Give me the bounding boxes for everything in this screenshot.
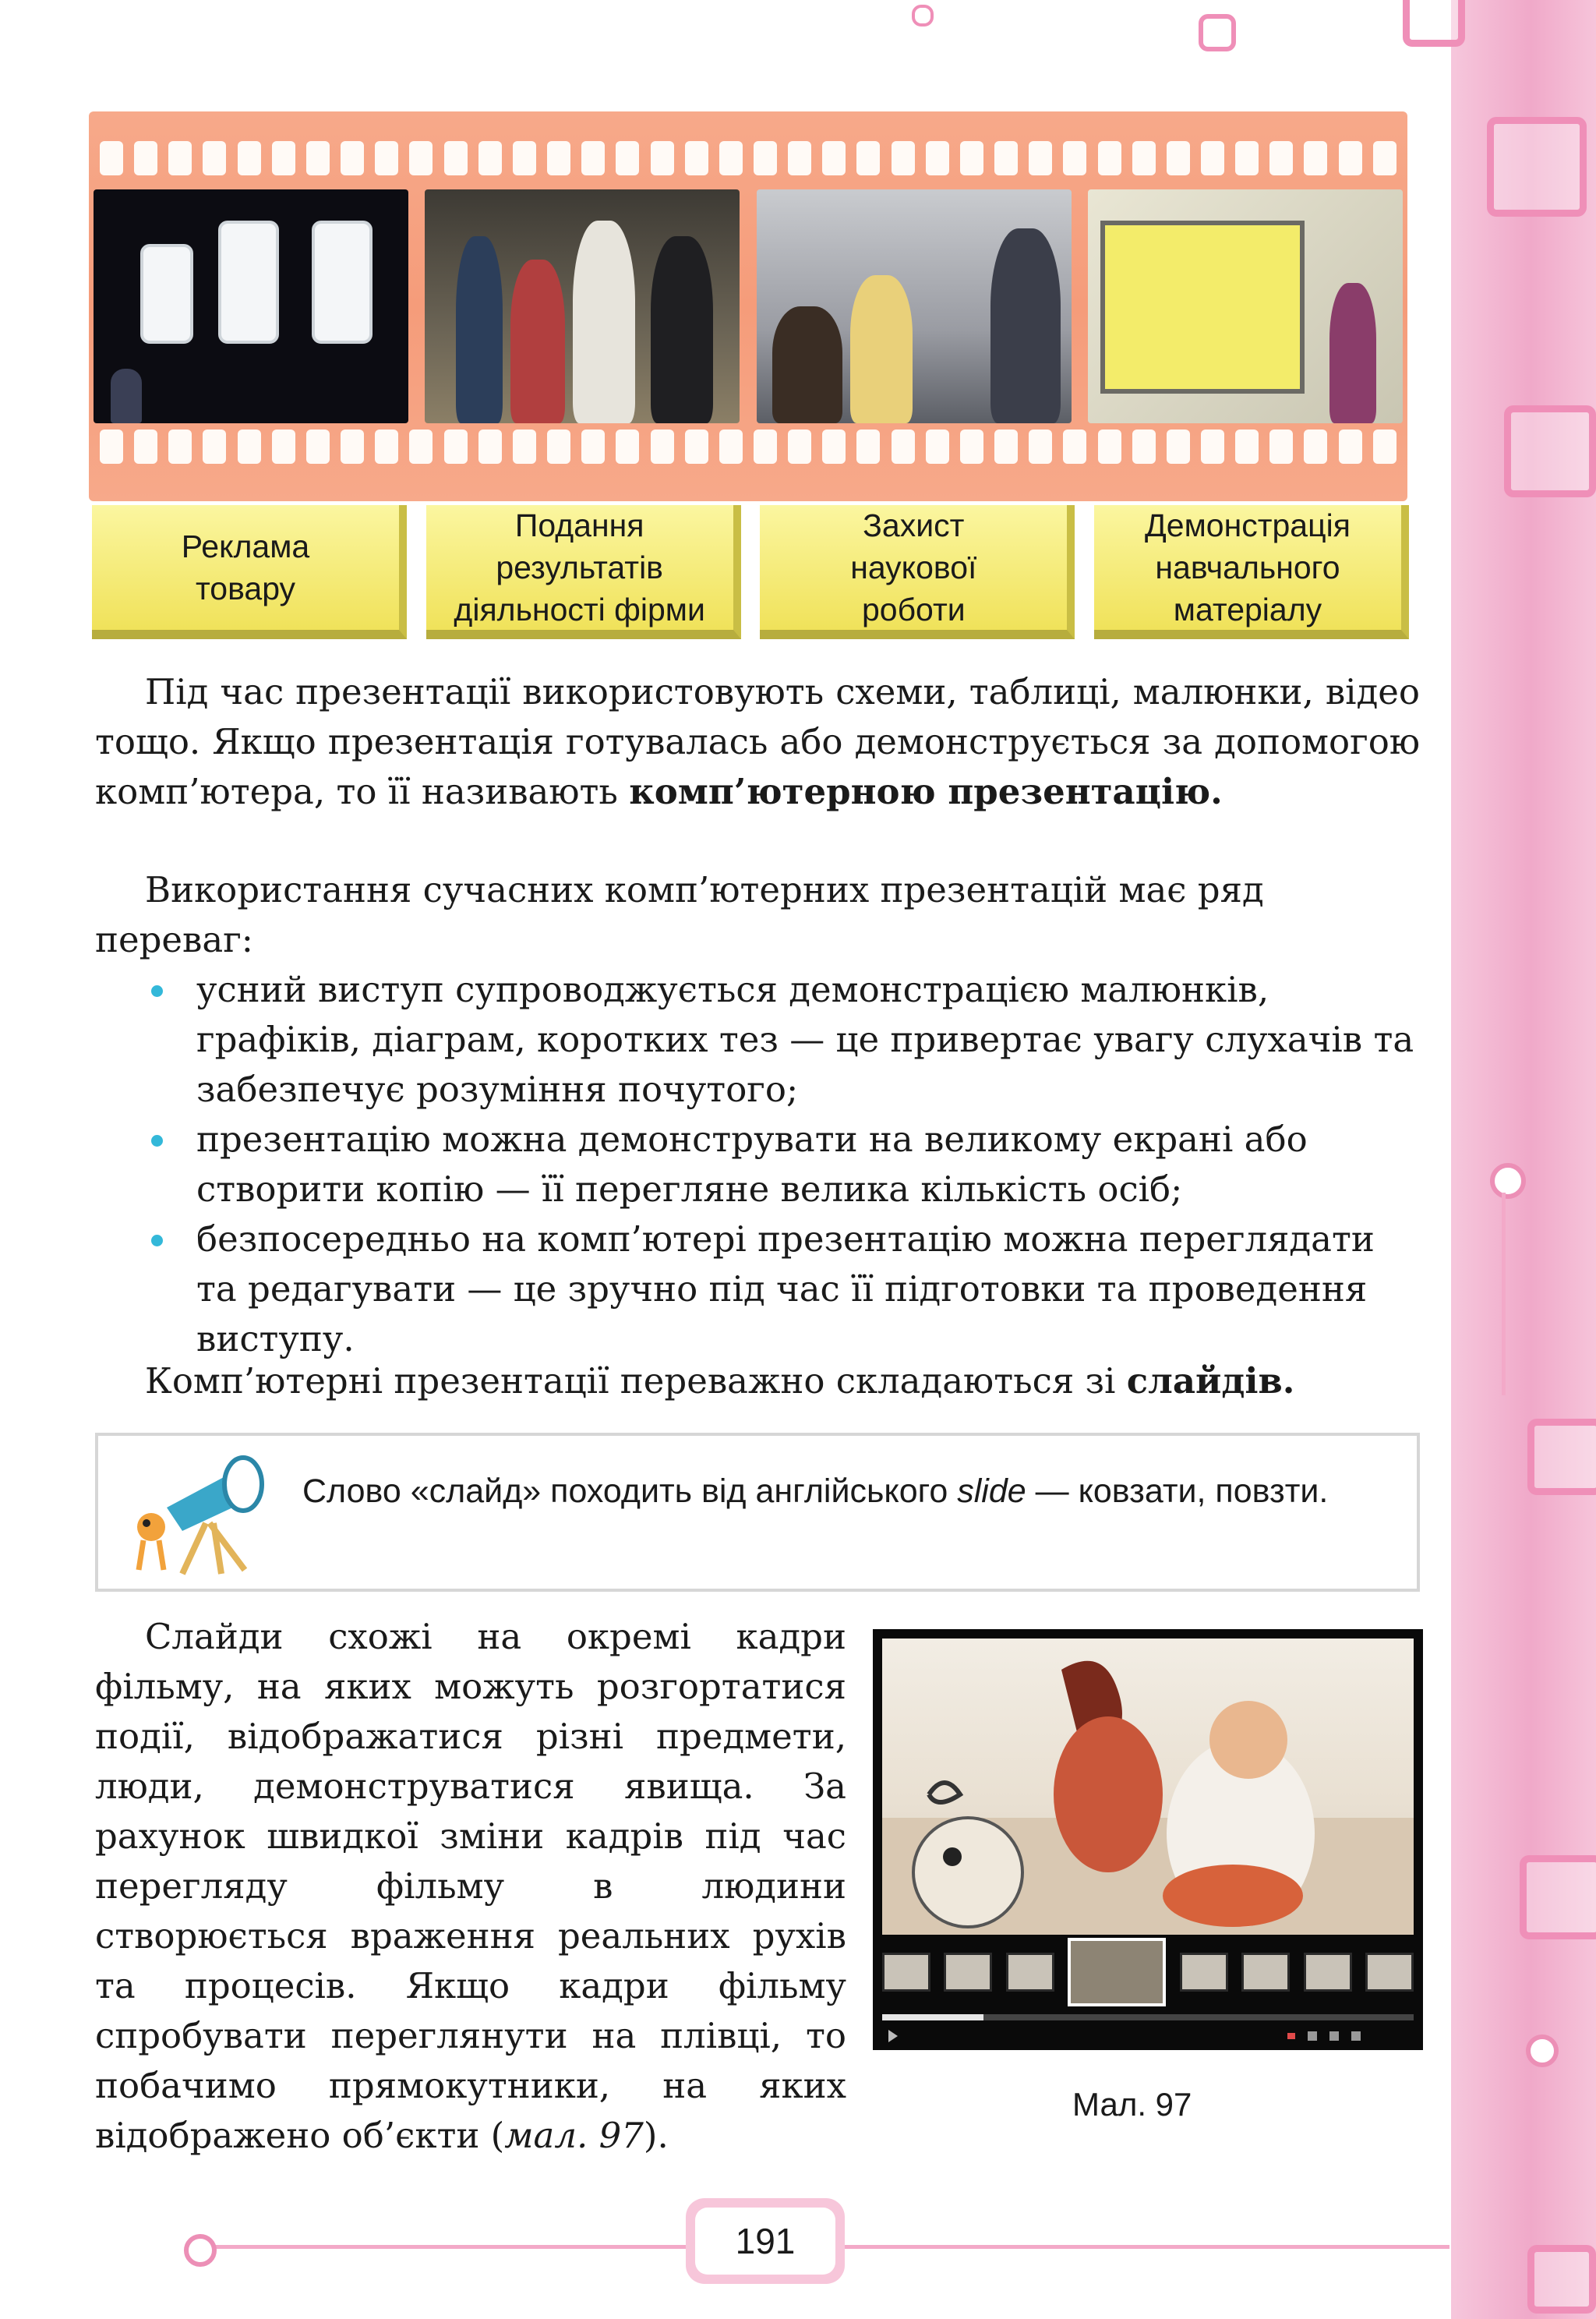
frame-thumbnail[interactable] [1241, 1953, 1290, 1992]
frame-thumbnail[interactable] [882, 1953, 930, 1992]
bullet-icon [151, 1135, 163, 1147]
photo-teaching-demonstration [1088, 189, 1403, 423]
record-icon[interactable] [1287, 2033, 1295, 2039]
term-slides: слайдів. [1126, 1360, 1295, 1402]
figure-97-video-frames [873, 1629, 1423, 2050]
caption-box [1094, 505, 1409, 639]
word-slide: slide [957, 1472, 1026, 1510]
cartoon-illustration [882, 1639, 1414, 1935]
page-number-badge [686, 2198, 845, 2284]
figure-caption: Мал. 97 [1072, 2086, 1192, 2123]
frame-thumbnail[interactable] [1180, 1953, 1228, 1992]
decorative-line [203, 2245, 686, 2249]
decorative-circle [1490, 1163, 1526, 1199]
photo-company-results [425, 189, 740, 423]
decorative-line [1502, 1193, 1506, 1395]
caption-box [760, 505, 1075, 639]
decorative-square [1403, 0, 1465, 47]
advantages-list [145, 965, 1423, 1364]
decorative-circle [1526, 2034, 1559, 2067]
caption-box [426, 505, 741, 639]
frame-thumbnail[interactable] [944, 1953, 992, 1992]
frame-thumbnails [882, 1941, 1414, 2003]
photo-product-advertising [94, 189, 408, 423]
photo-research-defense [757, 189, 1072, 423]
caption-teaching-demonstration: Демонстрація навчального матеріалу [1145, 507, 1351, 627]
decorative-line [845, 2245, 1449, 2249]
frame-thumbnail[interactable] [1006, 1953, 1054, 1992]
note-box [95, 1433, 1420, 1592]
figure-reference: мал. 97 [504, 2115, 644, 2156]
decorative-square [1520, 1855, 1596, 1939]
decorative-square [912, 5, 934, 27]
video-progress-bar[interactable] [882, 2014, 1414, 2020]
decorative-square [1487, 117, 1587, 217]
page-number: 191 [695, 2208, 835, 2275]
note-text: Слово «слайд» походить від англійського slide — ковзати, повзти. [302, 1472, 1329, 1510]
telescope-icon [120, 1453, 276, 1578]
paragraph-presentation-definition: Під час презентації використовують схеми, таблиці, малюнки, відео тощо. Якщо презентація готувалась або демонструється за допомогою комп’ютера, то її називають комп’ютерною презентацію. [95, 671, 1420, 812]
list-item: презентацію можна демонструвати на великому екрані або створити копію — її перегляне велика кількість осіб; [145, 1115, 1423, 1214]
caption-company-results: Подання результатів діяльності фірми [454, 507, 705, 627]
volume-icon[interactable] [1308, 2031, 1317, 2041]
decorative-square [1199, 14, 1236, 51]
decorative-circle [184, 2234, 217, 2267]
paragraph-slides: Комп’ютерні презентації переважно складаються зі слайдів. [145, 1360, 1295, 1402]
frame-thumbnail[interactable] [1304, 1953, 1352, 1992]
bullet-icon [151, 1235, 163, 1246]
paragraph-film-frames: Слайди схожі на окремі кадри фільму, на яких можуть розгортатися події, відображатися різні предмети, люди, демонструватися явища. За рахунок швидкої зміни кадрів під час перегляду фільму в людини створюється враження реальних рухів та процесів. Якщо кадри фільму спробувати переглянути на плівці, то побачимо прямокутники, на яких відображено об’єкти (мал. 97). [95, 1616, 846, 2156]
decorative-square [1504, 405, 1596, 497]
caption-box [92, 505, 407, 639]
paragraph-advantages-intro: Використання сучасних комп’ютерних презентацій має ряд переваг: [95, 869, 1264, 960]
video-progress-fill [882, 2014, 983, 2020]
decorative-square [1527, 1419, 1596, 1495]
film-perforations-bottom [100, 430, 1396, 464]
film-perforations-top [100, 141, 1396, 175]
caption-product-advertising: Реклама товару [181, 528, 310, 606]
fullscreen-icon[interactable] [1351, 2031, 1361, 2041]
list-item: усний виступ супроводжується демонстрацією малюнків, графіків, діаграм, коротких тез — це привертає увагу слухачів та забезпечує розуміння почутого; [145, 965, 1423, 1115]
frame-thumbnail-active[interactable] [1068, 1938, 1166, 2006]
term-computer-presentation: комп’ютерною презентацію. [629, 771, 1223, 812]
cartoon-frame-image [882, 1639, 1414, 1935]
play-icon[interactable] [888, 2030, 898, 2042]
film-captions [92, 505, 1409, 642]
video-controls [882, 2027, 1414, 2045]
list-item: безпосередньо на комп’ютері презентацію можна переглядати та редагувати — це зручно під час її підготовки та проведення виступу. [145, 1214, 1423, 1364]
caption-research-defense: Захист наукової роботи [850, 507, 977, 627]
decorative-square [1527, 2245, 1596, 2314]
settings-icon[interactable] [1329, 2031, 1339, 2041]
film-strip-illustration [89, 111, 1407, 501]
frame-thumbnail[interactable] [1365, 1953, 1414, 1992]
decorative-margin [1451, 0, 1596, 2319]
bullet-icon [151, 985, 163, 997]
